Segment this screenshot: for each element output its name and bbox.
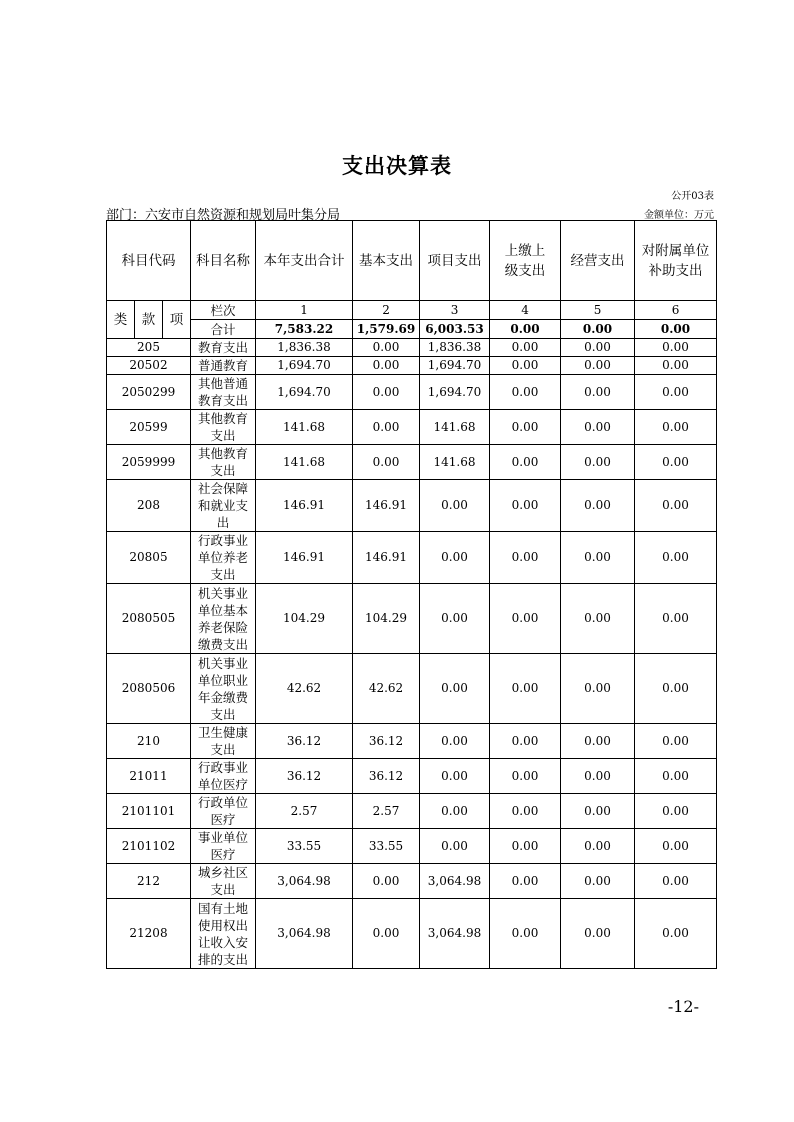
row-project: 1,694.70 — [420, 357, 490, 375]
col-number-2: 2 — [353, 301, 420, 320]
row-business: 0.00 — [561, 480, 635, 532]
row-total: 146.91 — [256, 480, 353, 532]
row-total: 141.68 — [256, 410, 353, 445]
row-business: 0.00 — [561, 654, 635, 724]
row-code: 20599 — [107, 410, 191, 445]
header-upper: 上缴上级支出 — [490, 221, 561, 301]
row-basic: 0.00 — [353, 375, 420, 410]
expenditure-table — [106, 220, 717, 969]
table-row — [107, 899, 717, 969]
row-upper: 0.00 — [490, 357, 561, 375]
row-subsidy: 0.00 — [635, 357, 717, 375]
row-total: 1,694.70 — [256, 375, 353, 410]
row-subsidy: 0.00 — [635, 794, 717, 829]
row-name: 机关事业单位职业年金缴费支出 — [191, 654, 256, 724]
row-basic: 146.91 — [353, 480, 420, 532]
row-business: 0.00 — [561, 532, 635, 584]
header-code: 科目代码 — [107, 221, 191, 301]
table-row — [107, 759, 717, 794]
header-row — [107, 221, 717, 301]
row-basic: 0.00 — [353, 864, 420, 899]
totals-project: 6,003.53 — [420, 320, 490, 339]
row-project: 141.68 — [420, 410, 490, 445]
row-code: 2050299 — [107, 375, 191, 410]
row-basic: 0.00 — [353, 445, 420, 480]
totals-label: 合计 — [191, 320, 256, 339]
row-subsidy: 0.00 — [635, 864, 717, 899]
table-row — [107, 445, 717, 480]
row-business: 0.00 — [561, 445, 635, 480]
totals-upper: 0.00 — [490, 320, 561, 339]
row-basic: 0.00 — [353, 410, 420, 445]
row-name: 行政事业单位医疗 — [191, 759, 256, 794]
table-row — [107, 532, 717, 584]
row-code: 205 — [107, 339, 191, 357]
header-subsidy: 对附属单位补助支出 — [635, 221, 717, 301]
row-total: 146.91 — [256, 532, 353, 584]
col-number-3: 3 — [420, 301, 490, 320]
totals-total: 7,583.22 — [256, 320, 353, 339]
row-name: 行政单位医疗 — [191, 794, 256, 829]
row-name: 机关事业单位基本养老保险缴费支出 — [191, 584, 256, 654]
table-row — [107, 375, 717, 410]
col-number-5: 5 — [561, 301, 635, 320]
row-total: 1,694.70 — [256, 357, 353, 375]
row-upper: 0.00 — [490, 410, 561, 445]
header-project: 项目支出 — [420, 221, 490, 301]
row-code: 2101102 — [107, 829, 191, 864]
row-business: 0.00 — [561, 724, 635, 759]
row-subsidy: 0.00 — [635, 584, 717, 654]
row-business: 0.00 — [561, 794, 635, 829]
row-total: 1,836.38 — [256, 339, 353, 357]
header-name: 科目名称 — [191, 221, 256, 301]
col-number-1: 1 — [256, 301, 353, 320]
row-upper: 0.00 — [490, 339, 561, 357]
row-name: 城乡社区支出 — [191, 864, 256, 899]
totals-subsidy: 0.00 — [635, 320, 717, 339]
row-basic: 36.12 — [353, 724, 420, 759]
row-code: 212 — [107, 864, 191, 899]
department-label: 部门：六安市自然资源和规划局叶集分局 — [106, 208, 341, 223]
row-name: 其他普通教育支出 — [191, 375, 256, 410]
row-project: 3,064.98 — [420, 864, 490, 899]
header-business: 经营支出 — [561, 221, 635, 301]
table-row — [107, 864, 717, 899]
row-code: 210 — [107, 724, 191, 759]
row-upper: 0.00 — [490, 480, 561, 532]
row-basic: 36.12 — [353, 759, 420, 794]
row-basic: 104.29 — [353, 584, 420, 654]
row-subsidy: 0.00 — [635, 375, 717, 410]
unit-label: 金额单位：万元 — [644, 210, 714, 221]
row-subsidy: 0.00 — [635, 480, 717, 532]
row-name: 卫生健康支出 — [191, 724, 256, 759]
row-code: 2059999 — [107, 445, 191, 480]
table-row — [107, 480, 717, 532]
row-total: 141.68 — [256, 445, 353, 480]
row-upper: 0.00 — [490, 829, 561, 864]
row-project: 0.00 — [420, 724, 490, 759]
row-subsidy: 0.00 — [635, 339, 717, 357]
row-upper: 0.00 — [490, 532, 561, 584]
table-row — [107, 829, 717, 864]
row-name: 事业单位医疗 — [191, 829, 256, 864]
row-project: 0.00 — [420, 654, 490, 724]
table-row — [107, 410, 717, 445]
row-project: 0.00 — [420, 480, 490, 532]
header-basic: 基本支出 — [353, 221, 420, 301]
row-name: 其他教育支出 — [191, 410, 256, 445]
row-code: 2080506 — [107, 654, 191, 724]
row-subsidy: 0.00 — [635, 445, 717, 480]
row-business: 0.00 — [561, 584, 635, 654]
row-upper: 0.00 — [490, 584, 561, 654]
totals-row — [107, 320, 717, 339]
row-code: 20805 — [107, 532, 191, 584]
row-project: 0.00 — [420, 829, 490, 864]
table-row — [107, 724, 717, 759]
row-project: 3,064.98 — [420, 899, 490, 969]
row-business: 0.00 — [561, 829, 635, 864]
table-row — [107, 584, 717, 654]
row-name: 普通教育 — [191, 357, 256, 375]
header-total: 本年支出合计 — [256, 221, 353, 301]
row-project: 141.68 — [420, 445, 490, 480]
row-basic: 0.00 — [353, 339, 420, 357]
row-upper: 0.00 — [490, 654, 561, 724]
row-basic: 146.91 — [353, 532, 420, 584]
row-subsidy: 0.00 — [635, 410, 717, 445]
row-subsidy: 0.00 — [635, 654, 717, 724]
row-subsidy: 0.00 — [635, 899, 717, 969]
row-upper: 0.00 — [490, 899, 561, 969]
row-subsidy: 0.00 — [635, 724, 717, 759]
row-business: 0.00 — [561, 375, 635, 410]
header-kuan: 款 — [135, 301, 163, 339]
row-upper: 0.00 — [490, 794, 561, 829]
row-business: 0.00 — [561, 899, 635, 969]
row-name: 教育支出 — [191, 339, 256, 357]
row-basic: 33.55 — [353, 829, 420, 864]
page-number: -12- — [667, 997, 699, 1016]
page-title: 支出决算表 — [342, 154, 452, 178]
row-total: 36.12 — [256, 759, 353, 794]
row-total: 3,064.98 — [256, 899, 353, 969]
row-subsidy: 0.00 — [635, 759, 717, 794]
row-upper: 0.00 — [490, 759, 561, 794]
row-name: 国有土地使用权出让收入安排的支出 — [191, 899, 256, 969]
table-row — [107, 654, 717, 724]
row-basic: 42.62 — [353, 654, 420, 724]
row-business: 0.00 — [561, 759, 635, 794]
row-name: 其他教育支出 — [191, 445, 256, 480]
col-number-6: 6 — [635, 301, 717, 320]
row-project: 1,836.38 — [420, 339, 490, 357]
form-number: 公开03表 — [671, 191, 714, 202]
row-code: 20502 — [107, 357, 191, 375]
totals-basic: 1,579.69 — [353, 320, 420, 339]
row-upper: 0.00 — [490, 864, 561, 899]
row-subsidy: 0.00 — [635, 829, 717, 864]
row-basic: 0.00 — [353, 357, 420, 375]
row-project: 0.00 — [420, 584, 490, 654]
row-code: 21208 — [107, 899, 191, 969]
row-name: 行政事业单位养老支出 — [191, 532, 256, 584]
row-code: 208 — [107, 480, 191, 532]
row-code: 2101101 — [107, 794, 191, 829]
row-total: 2.57 — [256, 794, 353, 829]
table-row — [107, 794, 717, 829]
row-upper: 0.00 — [490, 724, 561, 759]
lanci-label: 栏次 — [191, 301, 256, 320]
header-lei: 类 — [107, 301, 135, 339]
row-total: 33.55 — [256, 829, 353, 864]
row-upper: 0.00 — [490, 375, 561, 410]
row-total: 42.62 — [256, 654, 353, 724]
row-business: 0.00 — [561, 339, 635, 357]
row-total: 36.12 — [256, 724, 353, 759]
row-upper: 0.00 — [490, 445, 561, 480]
column-number-row — [107, 301, 717, 320]
row-project: 0.00 — [420, 532, 490, 584]
row-code: 2080505 — [107, 584, 191, 654]
row-basic: 0.00 — [353, 899, 420, 969]
row-total: 3,064.98 — [256, 864, 353, 899]
header-xiang: 项 — [163, 301, 191, 339]
row-name: 社会保障和就业支出 — [191, 480, 256, 532]
row-subsidy: 0.00 — [635, 532, 717, 584]
row-project: 0.00 — [420, 759, 490, 794]
row-basic: 2.57 — [353, 794, 420, 829]
row-code: 21011 — [107, 759, 191, 794]
row-total: 104.29 — [256, 584, 353, 654]
row-project: 0.00 — [420, 794, 490, 829]
totals-business: 0.00 — [561, 320, 635, 339]
table-row — [107, 357, 717, 375]
col-number-4: 4 — [490, 301, 561, 320]
row-business: 0.00 — [561, 357, 635, 375]
row-business: 0.00 — [561, 864, 635, 899]
table-row — [107, 339, 717, 357]
row-business: 0.00 — [561, 410, 635, 445]
row-project: 1,694.70 — [420, 375, 490, 410]
